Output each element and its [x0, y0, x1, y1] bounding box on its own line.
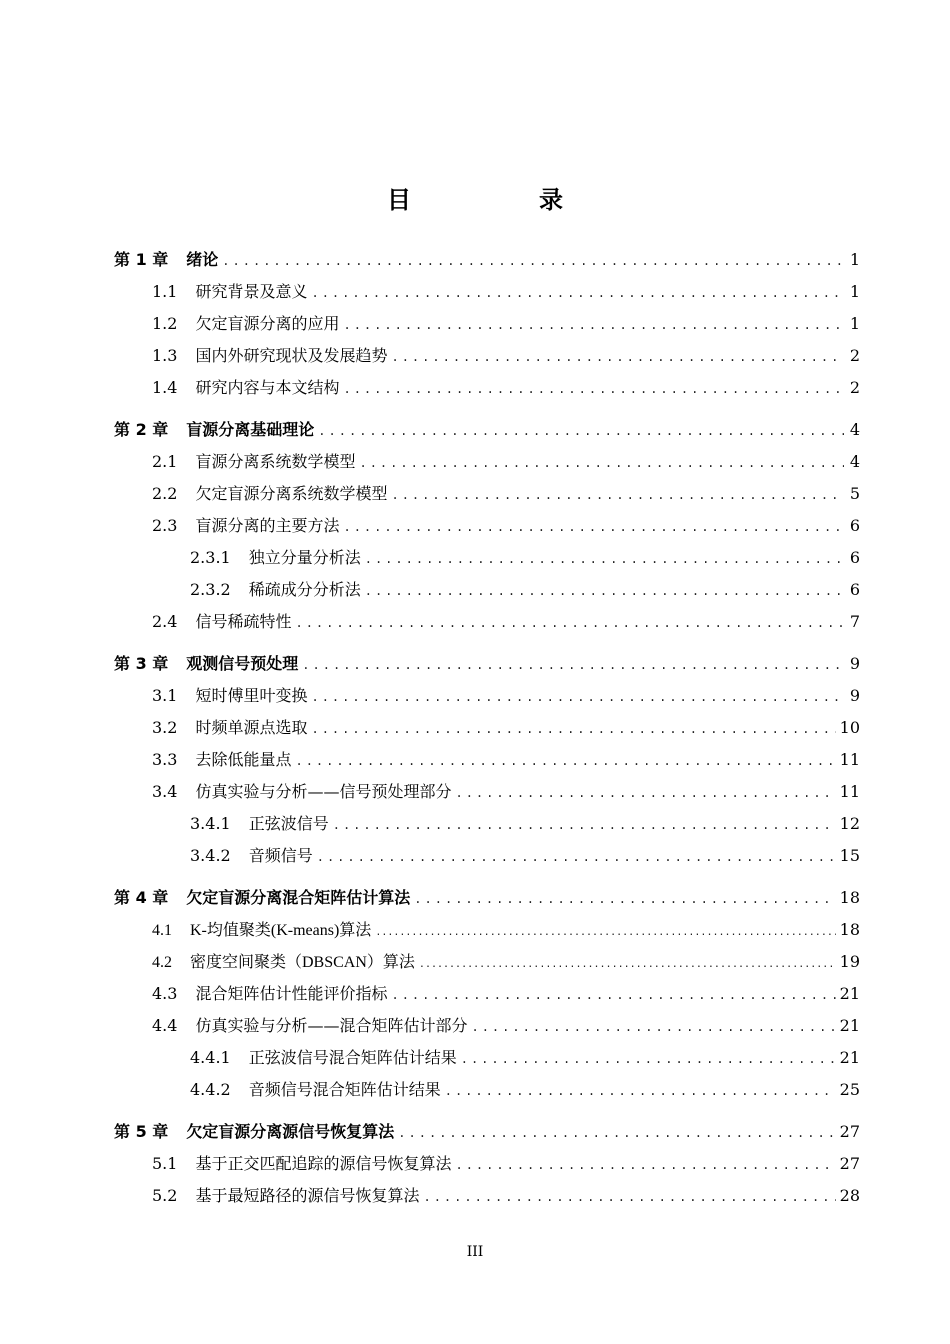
toc-entry-title: 研究背景及意义: [195, 282, 308, 301]
toc-entry-page: 1: [849, 250, 860, 269]
toc-entry[interactable]: [114, 606, 860, 638]
toc-entry-title: K-均值聚类(K-means)算法: [190, 922, 372, 939]
toc-entry[interactable]: [114, 808, 860, 840]
toc-entry-number: 1.2: [152, 314, 178, 333]
toc-entry-title: 短时傅里叶变换: [195, 686, 308, 705]
dot-leader: [445, 1075, 836, 1107]
toc-entry-title: 去除低能量点: [195, 750, 292, 769]
toc-entry[interactable]: [114, 1010, 860, 1042]
toc-entry-page: 18: [839, 920, 860, 939]
toc-entry-number: 2.3.1: [190, 548, 231, 567]
toc-entry-title: 欠定盲源分离系统数学模型: [195, 484, 388, 503]
page-title: 目 录: [387, 185, 615, 214]
toc-entry[interactable]: [114, 648, 860, 680]
toc-entry-title: 混合矩阵估计性能评价指标: [195, 984, 388, 1003]
toc-entry[interactable]: [114, 978, 860, 1010]
toc-entry-page: 6: [849, 516, 860, 535]
toc-entry[interactable]: [114, 1074, 860, 1106]
toc-entry-page: 9: [849, 654, 860, 673]
toc-entry[interactable]: [114, 680, 860, 712]
toc-entry-number: 2.2: [152, 484, 178, 503]
toc-entry-title: 信号稀疏特性: [195, 612, 292, 631]
toc-entry-title: 音频信号混合矩阵估计结果: [248, 1080, 441, 1099]
toc-entry-page: 7: [849, 612, 860, 631]
toc-entry-title: 欠定盲源分离的应用: [195, 314, 340, 333]
toc-entry-number: 2.3.2: [190, 580, 231, 599]
toc-entry-page: 12: [839, 814, 860, 833]
toc-entry[interactable]: [114, 276, 860, 308]
toc-entry[interactable]: [114, 914, 860, 946]
toc-entry-title: 基于正交匹配追踪的源信号恢复算法: [195, 1154, 452, 1173]
dot-leader: [295, 607, 844, 639]
toc-entry-number: 4.1: [152, 922, 172, 939]
toc-entry[interactable]: [114, 446, 860, 478]
toc-entry-title: 独立分量分析法: [248, 548, 361, 567]
toc-entry[interactable]: [114, 478, 860, 510]
dot-leader: [414, 883, 835, 915]
toc-entry-page: 2: [849, 346, 860, 365]
toc-entry[interactable]: [114, 510, 860, 542]
toc-entry[interactable]: [114, 776, 860, 808]
dot-leader: [365, 575, 844, 607]
dot-leader: [302, 649, 844, 681]
toc-entry[interactable]: [114, 244, 860, 276]
toc-entry-number: 2.4: [152, 612, 178, 631]
dot-leader: [375, 917, 835, 949]
dot-leader: [455, 777, 835, 809]
dot-leader: [461, 1043, 836, 1075]
toc-entry-page: 27: [839, 1122, 860, 1141]
toc-entry-number: 4.2: [152, 954, 172, 971]
toc-entry-page: 4: [849, 452, 860, 471]
dot-leader: [295, 745, 835, 777]
toc-entry[interactable]: [114, 308, 860, 340]
toc-entry-title: 基于最短路径的源信号恢复算法: [195, 1186, 420, 1205]
toc-entry-number: 3.4: [152, 782, 178, 801]
dot-leader: [222, 245, 844, 277]
toc-entry[interactable]: [114, 1042, 860, 1074]
toc-entry-page: 21: [839, 1048, 860, 1067]
toc-entry[interactable]: [114, 340, 860, 372]
dot-leader: [333, 809, 836, 841]
toc-entry-page: 11: [839, 782, 860, 801]
toc-entry-title: 密度空间聚类（DBSCAN）算法: [190, 954, 415, 971]
toc-entry-title: 正弦波信号混合矩阵估计结果: [248, 1048, 457, 1067]
toc-entry-number: 2.3: [152, 516, 178, 535]
toc-entry-number: 2.1: [152, 452, 178, 471]
toc-entry[interactable]: [114, 414, 860, 446]
toc-entry-page: 5: [849, 484, 860, 503]
toc-entry-page: 1: [849, 282, 860, 301]
toc-entry[interactable]: [114, 1148, 860, 1180]
dot-leader: [471, 1011, 835, 1043]
toc-entry-number: 3.2: [152, 718, 178, 737]
toc-entry-number: 1.4: [152, 378, 178, 397]
toc-entry-number: 5.1: [152, 1154, 178, 1173]
toc-entry-number: 4.3: [152, 984, 178, 1003]
toc-entry-number: 5.2: [152, 1186, 178, 1205]
dot-leader: [359, 447, 844, 479]
dot-leader: [398, 1117, 835, 1149]
toc-entry-number: 第 5 章: [114, 1122, 169, 1141]
toc-entry-page: 10: [839, 718, 860, 737]
dot-leader: [391, 341, 844, 373]
toc-entry-number: 4.4.2: [190, 1080, 231, 1099]
toc-entry-title: 仿真实验与分析——信号预处理部分: [195, 782, 452, 801]
dot-leader: [311, 277, 844, 309]
toc-entry-title: 仿真实验与分析——混合矩阵估计部分: [195, 1016, 468, 1035]
dot-leader: [455, 1149, 835, 1181]
toc-entry-page: 1: [849, 314, 860, 333]
toc-entry-number: 4.4: [152, 1016, 178, 1035]
dot-leader: [391, 979, 835, 1011]
toc-entry-page: 18: [839, 888, 860, 907]
toc-entry-number: 3.3: [152, 750, 178, 769]
toc-entry-number: 第 4 章: [114, 888, 169, 907]
toc-entry-page: 4: [849, 420, 860, 439]
toc-entry-title: 欠定盲源分离源信号恢复算法: [186, 1122, 395, 1141]
toc-entry[interactable]: [114, 840, 860, 872]
toc-entry-title: 稀疏成分分析法: [248, 580, 361, 599]
toc-entry-page: 21: [839, 984, 860, 1003]
dot-leader: [365, 543, 844, 575]
dot-leader: [343, 511, 844, 543]
dot-leader: [391, 479, 844, 511]
page-number: III: [466, 1244, 484, 1260]
dot-leader: [317, 841, 836, 873]
toc-entry-title: 研究内容与本文结构: [195, 378, 340, 397]
toc-entry-title: 时频单源点选取: [195, 718, 308, 737]
toc-entry-page: 19: [839, 952, 860, 971]
toc-entry-number: 第 2 章: [114, 420, 169, 439]
toc-entry-title: 欠定盲源分离混合矩阵估计算法: [186, 888, 411, 907]
toc-entry-page: 15: [839, 846, 860, 865]
toc-entry-number: 1.1: [152, 282, 178, 301]
toc-entry-page: 11: [839, 750, 860, 769]
toc-entry-page: 27: [839, 1154, 860, 1173]
toc-entry[interactable]: [114, 946, 860, 978]
toc-entry-page: 21: [839, 1016, 860, 1035]
dot-leader: [343, 309, 844, 341]
dot-leader: [311, 713, 835, 745]
toc-entry-title: 盲源分离系统数学模型: [195, 452, 356, 471]
dot-leader: [343, 373, 844, 405]
toc-entry[interactable]: [114, 1180, 860, 1212]
dot-leader: [423, 1181, 835, 1213]
toc-entry-title: 盲源分离的主要方法: [195, 516, 340, 535]
dot-leader: [318, 415, 844, 447]
toc-entry-page: 2: [849, 378, 860, 397]
toc-entry[interactable]: [114, 372, 860, 404]
toc-entry-page: 9: [849, 686, 860, 705]
toc-entry-page: 25: [839, 1080, 860, 1099]
toc-entry-number: 3.4.1: [190, 814, 231, 833]
toc-entry[interactable]: [114, 542, 860, 574]
toc-entry-number: 3.1: [152, 686, 178, 705]
toc-entry-title: 国内外研究现状及发展趋势: [195, 346, 388, 365]
toc-entry[interactable]: [114, 574, 860, 606]
toc-entry[interactable]: [114, 744, 860, 776]
toc-entry[interactable]: [114, 712, 860, 744]
toc-entry-title: 音频信号: [248, 846, 313, 865]
toc-entry[interactable]: [114, 882, 860, 914]
toc-entry-page: 28: [839, 1186, 860, 1205]
dot-leader: [419, 949, 836, 981]
toc-entry-number: 3.4.2: [190, 846, 231, 865]
toc-entry-title: 正弦波信号: [248, 814, 329, 833]
toc-entry-title: 盲源分离基础理论: [186, 420, 315, 439]
toc-entry-title: 观测信号预处理: [186, 654, 299, 673]
toc-entry-page: 6: [849, 580, 860, 599]
toc-entry-title: 绪论: [186, 250, 219, 269]
toc-entry-page: 6: [849, 548, 860, 567]
toc-entry-number: 第 3 章: [114, 654, 169, 673]
toc-entry-number: 1.3: [152, 346, 178, 365]
dot-leader: [311, 681, 844, 713]
toc-entry-number: 4.4.1: [190, 1048, 231, 1067]
toc-entry-number: 第 1 章: [114, 250, 169, 269]
table-of-contents: [114, 244, 860, 1212]
toc-entry[interactable]: [114, 1116, 860, 1148]
